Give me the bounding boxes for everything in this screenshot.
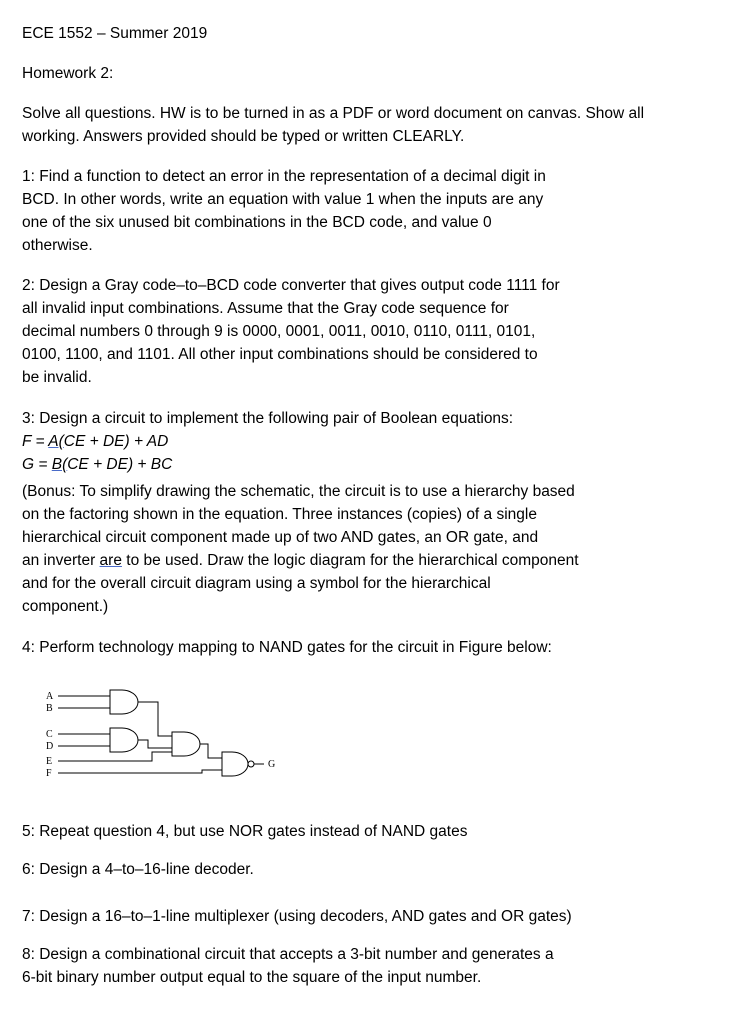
input-label-f: F: [46, 768, 52, 779]
eq-g-rest: CE + DE) + BC: [67, 456, 173, 473]
q8-line-1: 8: Design a combinational circuit that accepts a 3-bit number and generates a: [22, 946, 554, 963]
input-label-b: B: [46, 703, 53, 714]
course-title: ECE 1552 – Summer 2019: [22, 25, 208, 42]
q3-bonus-line-1: (Bonus: To simplify drawing the schematic, the circuit is to use a hierarchy based: [22, 483, 575, 500]
q3-bonus-line-2: on the factoring shown in the equation. Three instances (copies) of a single: [22, 506, 537, 523]
eq-g-factor: B(: [51, 456, 68, 473]
output-label-g: G: [268, 759, 276, 770]
input-label-e: E: [46, 756, 53, 767]
and-gate-2: [110, 728, 138, 752]
instructions-line-1: Solve all questions. HW is to be turned in as a PDF or word document on canvas. Show all: [22, 105, 645, 122]
and-gate-1: [110, 690, 138, 714]
q5-text: 5: Repeat question 4, but use NOR gates instead of NAND gates: [22, 823, 468, 840]
q1-line-3: one of the six unused bit combinations in the BCD code, and value 0: [22, 214, 492, 231]
assignment-title: Homework 2:: [22, 65, 114, 82]
input-label-d: D: [46, 741, 54, 752]
q2-line-1: 2: Design a Gray code–to–BCD code converter that gives output code 1111 for: [22, 277, 560, 294]
q3-bonus-line-4: an inverter are to be used. Draw the logic diagram for the hierarchical component: [22, 552, 579, 569]
inverter-bubble: [248, 761, 254, 767]
instructions-line-2: working. Answers provided should be typed or written CLEARLY.: [22, 128, 465, 145]
q1-line-4: otherwise.: [22, 237, 93, 254]
q1-line-2: BCD. In other words, write an equation with value 1 when the inputs are any: [22, 191, 544, 208]
eq-f-factor: A(: [48, 433, 64, 450]
q2-line-5: be invalid.: [22, 369, 92, 386]
q3-bonus-line-6: component.): [22, 598, 109, 615]
logic-circuit-figure: [32, 680, 312, 795]
q3-bonus-line-5: and for the overall circuit diagram using a symbol for the hierarchical: [22, 575, 491, 592]
q8-line-2: 6-bit binary number output equal to the square of the input number.: [22, 969, 482, 986]
eq-g-prefix: G =: [22, 456, 52, 473]
and-gate-3: [172, 732, 200, 756]
and-gate-4: [222, 752, 248, 776]
eq-f-rest: CE + DE) + AD: [63, 433, 169, 450]
input-label-c: C: [46, 729, 53, 740]
underlined-word: are: [99, 552, 122, 569]
q2-line-4: 0100, 1100, and 1101. All other input combinations should be considered to: [22, 346, 538, 363]
q1-line-1: 1: Find a function to detect an error in the representation of a decimal digit in: [22, 168, 546, 185]
q2-line-2: all invalid input combinations. Assume that the Gray code sequence for: [22, 300, 509, 317]
q2-line-3: decimal numbers 0 through 9 is 0000, 0001, 0011, 0010, 0110, 0111, 0101,: [22, 323, 536, 340]
q6-text: 6: Design a 4–to–16-line decoder.: [22, 861, 254, 878]
q3-equation-g: [22, 455, 172, 475]
q4-text: 4: Perform technology mapping to NAND gates for the circuit in Figure below:: [22, 639, 552, 656]
eq-f-prefix: F =: [22, 433, 49, 450]
q3-equation-f: [22, 432, 168, 452]
input-label-a: A: [46, 691, 54, 702]
q3-bonus-line-3: hierarchical circuit component made up of two AND gates, an OR gate, and: [22, 529, 539, 546]
q7-text: 7: Design a 16–to–1-line multiplexer (using decoders, AND gates and OR gates): [22, 908, 572, 925]
q3-intro: 3: Design a circuit to implement the following pair of Boolean equations:: [22, 410, 514, 427]
